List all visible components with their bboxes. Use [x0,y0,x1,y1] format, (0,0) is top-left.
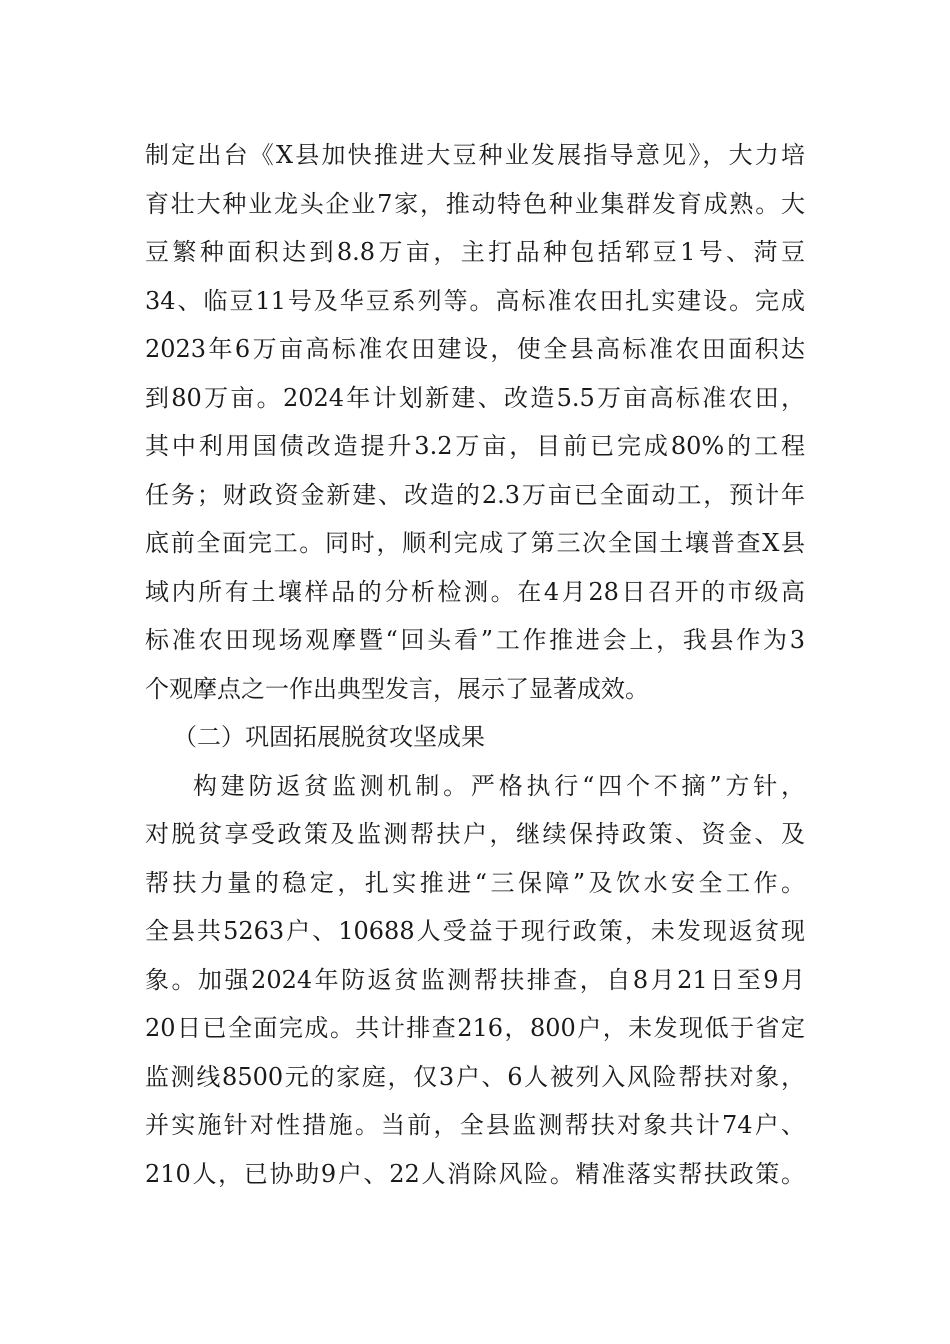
paragraph-line: 制定出台《X县加快推进大豆种业发展指导意见》，大力培 [145,141,805,169]
section-heading: （二）巩固拓展脱贫攻坚成果 [173,723,485,751]
paragraph-line: 帮扶力量的稳定，扎实推进“三保障”及饮水安全工作。 [145,868,805,897]
paragraph-line: 标准农田现场观摩暨“回头看”工作推进会上，我县作为3 [145,626,805,654]
paragraph-line: 到80万亩。2024年计划新建、改造5.5万亩高标准农田， [145,383,805,412]
paragraph-line: 底前全面完工。同时，顺利完成了第三次全国土壤普查X县 [145,529,805,557]
paragraph-line: 构建防返贫监测机制。严格执行“四个不摘”方针， [193,771,805,800]
paragraph-line: 其中利用国债改造提升3.2万亩，目前已完成80%的工程 [145,432,805,460]
paragraph-line: 监测线8500元的家庭，仅3户、6人被列入风险帮扶对象， [145,1062,805,1091]
paragraph-line: 34、临豆11号及华豆系列等。高标准农田扎实建设。完成 [145,286,805,315]
paragraph-line: 20日已全面完成。共计排查216，800户，未发现低于省定 [145,1014,805,1042]
paragraph-line: 象。加强2024年防返贫监测帮扶排查，自8月21日至9月 [145,965,805,994]
paragraph-line: 豆繁种面积达到8.8万亩，主打品种包括郓豆1号、菏豆 [145,238,805,266]
document-body [145,131,805,1198]
paragraph-line: 2023年6万亩高标准农田建设，使全县高标准农田面积达 [145,335,805,363]
paragraph-line: 域内所有土壤样品的分析检测。在4月28日召开的市级高 [145,577,805,606]
paragraph-line: 对脱贫享受政策及监测帮扶户，继续保持政策、资金、及 [145,820,805,848]
paragraph-line: 210人，已协助9户、22人消除风险。精准落实帮扶政策。 [145,1159,805,1188]
paragraph-line: 全县共5263户、10688人受益于现行政策，未发现返贫现 [145,917,805,945]
paragraph-line: 个观摩点之一作出典型发言，展示了显著成效。 [145,674,649,703]
paragraph-line: 并实施针对性措施。当前，全县监测帮扶对象共计74户、 [145,1111,805,1139]
paragraph-line: 育壮大种业龙头企业7家，推动特色种业集群发育成熟。大 [145,189,805,218]
paragraph-line: 任务；财政资金新建、改造的2.3万亩已全面动工，预计年 [145,480,805,509]
